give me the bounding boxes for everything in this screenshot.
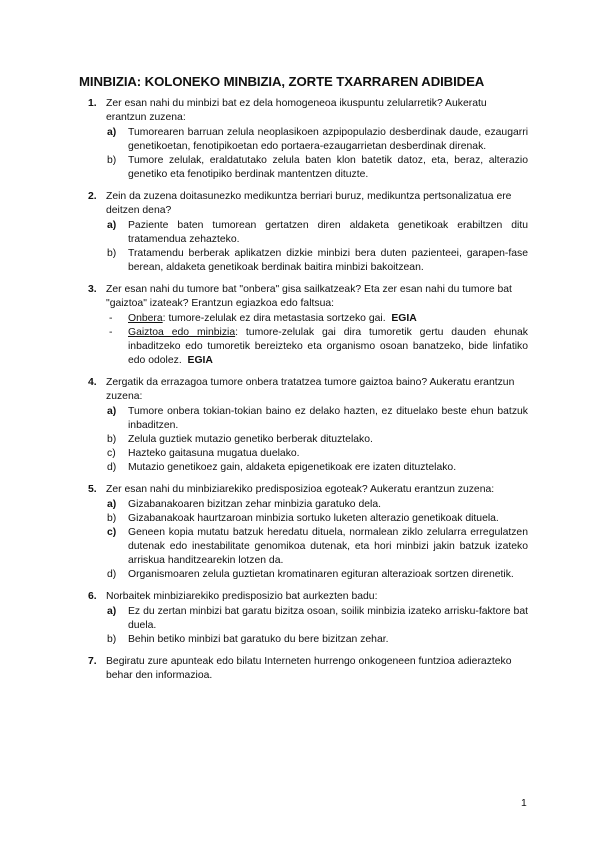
answer-options	[106, 219, 528, 275]
question-1	[88, 97, 528, 182]
option-text: Mutazio genetikoez gain, aldaketa epigenetikoak ere izaten dituztelako.	[128, 462, 457, 473]
question-6	[88, 590, 528, 647]
page-title: MINBIZIA: KOLONEKO MINBIZIA, ZORTE TXARRAREN ADIBIDEA	[79, 74, 485, 89]
option-label: b)	[107, 513, 117, 524]
option-label: a)	[107, 606, 117, 617]
question-2	[88, 190, 528, 275]
answer-option	[106, 447, 528, 461]
page-number: 1	[521, 798, 527, 809]
answer-options	[106, 126, 528, 182]
option-text: Tumore onbera tokian-tokian baino ez delako hazten, ez dituelako beste ehun batzuk inbaditzen.	[128, 406, 528, 431]
option-text: Tumore zelulak, eraldatutako zelula baten klon batetik datoz, eta, beraz, alterazio genetiko eta fenotipiko berdinak mantentzen dituzte.	[128, 155, 528, 180]
answer-option	[106, 219, 528, 247]
question-number: 4.	[88, 377, 97, 388]
question-number: 7.	[88, 656, 97, 667]
answer-option	[106, 461, 528, 475]
claim-term: Onbera	[128, 313, 163, 324]
option-label: b)	[107, 248, 117, 259]
answer-options	[106, 405, 528, 475]
option-text: Gizabanakoak haurtzaroan minbizia sortuko luketen alterazio genetikoak dituela.	[128, 513, 499, 524]
claim-verdict: EGIA	[391, 313, 417, 324]
question-5	[88, 483, 528, 582]
option-label: a)	[107, 127, 117, 138]
claim-text: : tumore-zelulak gai dira tumoretik gertu dauden ehunak inbaditzeko edo tumoretik bereizteko eta organismo osoan banatzeko, bide linfatiko edo odolez.	[128, 327, 528, 366]
question-text: Norbaitek minbiziarekiko predisposizio bat aurkezten badu:	[106, 591, 378, 602]
option-text: Behin betiko minbizi bat garatuko du bere bizitzan zehar.	[128, 634, 389, 645]
option-text: Hazteko gaitasuna mugatua duelako.	[128, 448, 300, 459]
answer-options	[106, 605, 528, 647]
option-text: Organismoaren zelula guztietan kromatinaren egituran alterazioak sortzen direnetik.	[128, 569, 514, 580]
answer-option	[106, 126, 528, 154]
option-label: a)	[107, 220, 117, 231]
question-text: Zein da zuzena doitasunezko medikuntza berriari buruz, medikuntza pertsonalizatua ere deitzen dena?	[106, 191, 512, 216]
option-text: Geneen kopia mutatu batzuk heredatu dituela, normalean ziklo zelularra erregulatzen dutenak edo inestabilitate genomikoa dutenak, eta hori minbizi jakin batzuk izateko arriskua handitzearekin lotzen da.	[128, 527, 528, 566]
question-3	[88, 283, 528, 368]
answer-option	[106, 498, 528, 512]
claim-text: : tumore-zelulak ez dira metastasia sortzeko gai.	[162, 313, 386, 324]
question-text: Begiratu zure apunteak edo bilatu Interneten hurrengo onkogeneen funtzioa adierazteko behar den informazioa.	[106, 656, 512, 681]
claim-item	[106, 326, 528, 368]
question-number: 3.	[88, 284, 97, 295]
option-text: Paziente baten tumorean gertatzen diren aldaketa genetikoak erabiltzen ditu tratamendua zehazteko.	[128, 220, 528, 245]
question-4	[88, 376, 528, 475]
answer-option	[106, 605, 528, 633]
option-text: Tratamendu berberak aplikatzen dizkie minbizi bera duten pazienteei, garapen-fase berean, aldaketa genetikoak berdinak baitira minbizi bakoitzean.	[128, 248, 528, 273]
claim-bullet: -	[109, 313, 113, 324]
question-text: Zer esan nahi du minbizi bat ez dela homogeneoa ikuspuntu zelularretik? Aukeratu erantzun zuzena:	[106, 98, 487, 123]
claim-bullet: -	[109, 327, 113, 338]
option-text: Tumorearen barruan zelula neoplasikoen azpipopulazio desberdinak daude, ezaugarri genetikoetan, fenotipikoetan edo portaera-ezaugarrietan desberdinak direnak.	[128, 127, 528, 152]
claim-item	[106, 312, 528, 326]
option-label: d)	[107, 569, 117, 580]
question-text: Zer esan nahi du tumore bat "onbera" gisa sailkatzeak? Eta zer esan nahi du tumore bat "gaiztoa" izateak? Erantzun egiazkoa edo faltsua:	[106, 284, 512, 309]
question-number: 1.	[88, 98, 97, 109]
answer-option	[106, 526, 528, 568]
answer-option	[106, 405, 528, 433]
question-number: 6.	[88, 591, 97, 602]
option-label: a)	[107, 406, 117, 417]
option-label: b)	[107, 434, 117, 445]
option-text: Gizabanakoaren bizitzan zehar minbizia garatuko dela.	[128, 499, 381, 510]
question-list	[88, 97, 528, 691]
answer-option	[106, 247, 528, 275]
question-number: 2.	[88, 191, 97, 202]
option-label: c)	[107, 448, 116, 459]
true-false-claims	[106, 312, 528, 368]
question-text: Zer esan nahi du minbiziarekiko predisposizioa egoteak? Aukeratu erantzun zuzena:	[106, 484, 495, 495]
answer-option	[106, 154, 528, 182]
question-number: 5.	[88, 484, 97, 495]
option-label: c)	[107, 527, 117, 538]
option-label: b)	[107, 634, 117, 645]
option-label: a)	[107, 499, 117, 510]
answer-option	[106, 512, 528, 526]
option-text: Zelula guztiek mutazio genetiko berberak dituztelako.	[128, 434, 373, 445]
answer-option	[106, 568, 528, 582]
claim-verdict: EGIA	[187, 355, 213, 366]
question-text: Zergatik da errazagoa tumore onbera tratatzea tumore gaiztoa baino? Aukeratu erantzun zuzena:	[106, 377, 515, 402]
option-label: b)	[107, 155, 117, 166]
question-7	[88, 655, 528, 683]
option-text: Ez du zertan minbizi bat garatu bizitza osoan, soilik minbizia izateko arrisku-faktore bat duela.	[128, 606, 528, 631]
answer-option	[106, 433, 528, 447]
answer-options	[106, 498, 528, 582]
claim-term: Gaiztoa edo minbizia	[128, 327, 236, 338]
option-label: d)	[107, 462, 117, 473]
answer-option	[106, 633, 528, 647]
